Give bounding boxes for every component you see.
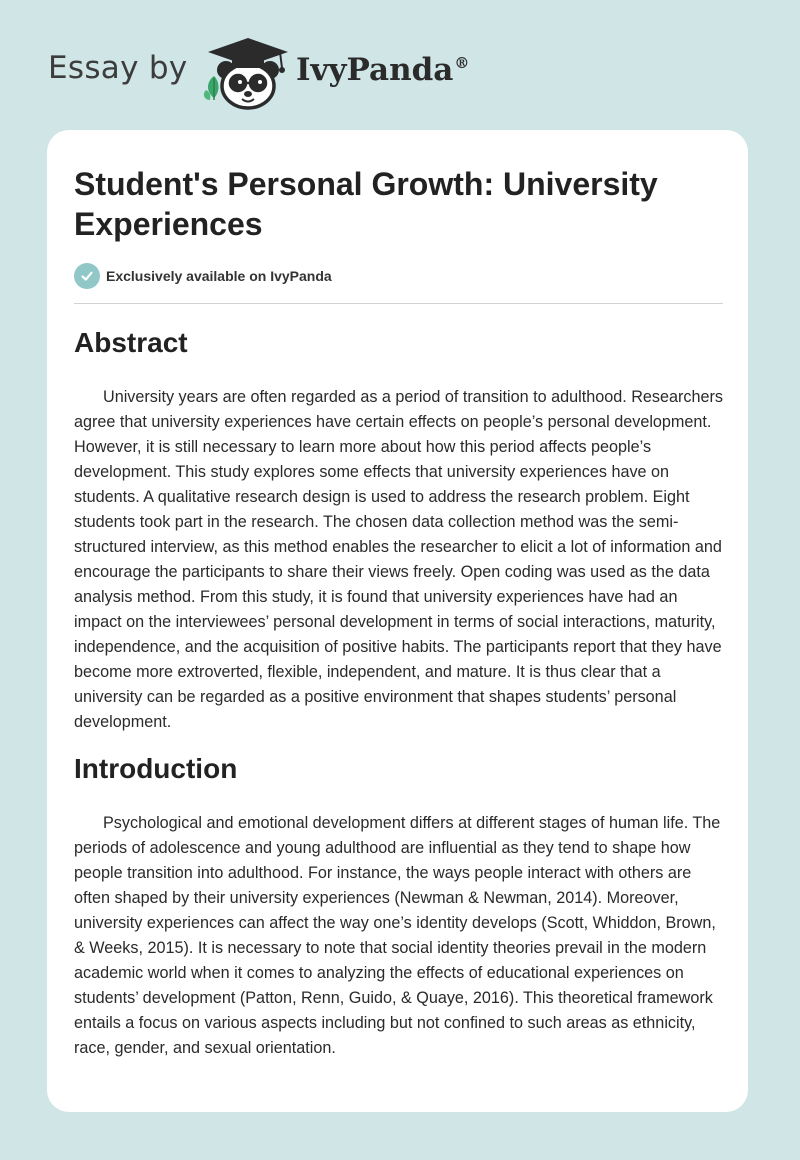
essay-card <box>47 130 748 1112</box>
site-header <box>0 0 800 130</box>
essay-title: Student's Personal Growth: University Experiences <box>74 166 658 242</box>
ivypanda-brand[interactable] <box>296 52 469 88</box>
section-paragraph-introduction: Psychological and emotional development differs at different stages of human life. The periods of adolescence and young adulthood are influential as they tend to shape how people transition into adulthood. For instance, the ways people interact with others are often shaped by their university experiences (Newman & Newman, 2014). Moreover, university experiences can affect the way one’s identity develops (Scott, Whiddon, Brown, & Weeks, 2015). It is necessary to note that social identity theories prevail in the modern academic world when it comes to analyzing the effects of educational experiences on students’ development (Patton, Renn, Guido, & Quaye, 2016). This theoretical framework entails a focus on various aspects including but not confined to such areas as ethnicity, race, gender, and sexual orientation. <box>74 814 721 1057</box>
section-heading-abstract: Abstract <box>74 327 188 358</box>
registered-mark: ® <box>454 54 470 72</box>
essay-by-label: Essay by <box>48 50 188 86</box>
brand-name: IvyPanda <box>296 52 454 88</box>
badge-label: Exclusively available on IvyPanda <box>106 268 332 284</box>
section-paragraph-abstract: University years are often regarded as a period of transition to adulthood. Researchers agree that university experiences have certain effects on people’s personal development. However, it is still necessary to learn more about how this period affects people’s development. This study explores some effects that university experiences have on students. A qualitative research design is used to address the research problem. Eight students took part in the research. The chosen data collection method was the semi-structured interview, as this method enables the researcher to elicit a lot of information and encourage the participants to share their views freely. Open coding was used as the data analysis method. From this study, it is found that university experiences have had an impact on the interviewees’ personal development in terms of social interactions, maturity, independence, and the acquisition of positive habits. The participants report that they have become more extroverted, flexible, independent, and mature. It is thus clear that a university can be regarded as a positive environment that shapes students’ personal development. <box>74 388 723 731</box>
exclusive-badge <box>74 263 332 289</box>
check-circle-icon <box>74 263 100 289</box>
section-heading-introduction: Introduction <box>74 753 238 784</box>
panda-logo-icon[interactable] <box>202 34 294 110</box>
divider <box>74 303 723 304</box>
